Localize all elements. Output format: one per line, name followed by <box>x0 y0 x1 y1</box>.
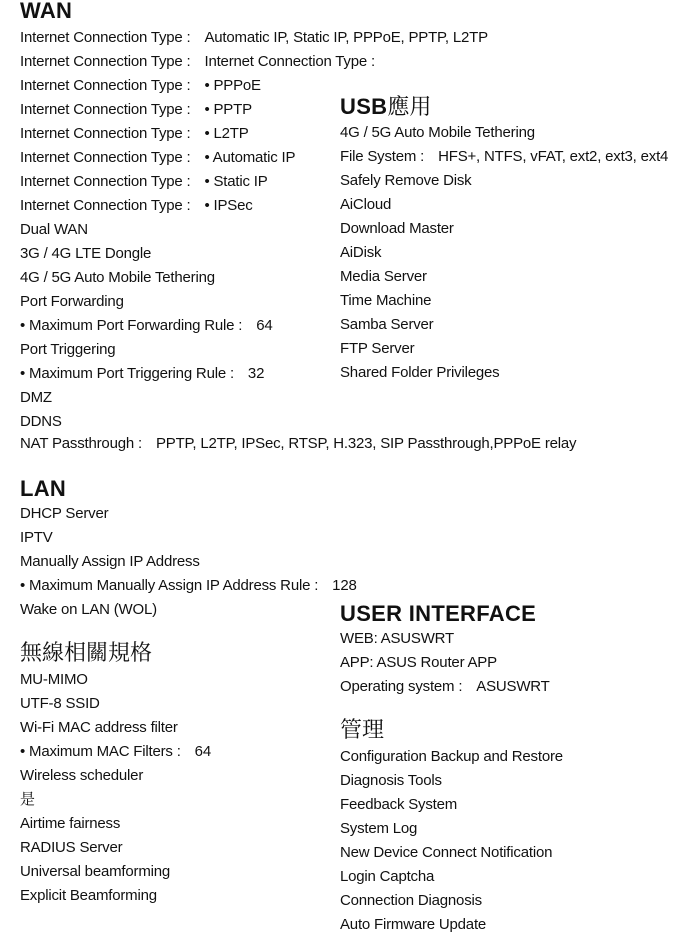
spec-label: Internet Connection Type : <box>20 101 191 118</box>
spec-label: Samba Server <box>340 316 434 333</box>
nat-passthrough-value: PPTP, L2TP, IPSec, RTSP, H.323, SIP Passthrough,PPPoE relay <box>155 435 577 452</box>
spec-row <box>340 193 668 217</box>
lan-section <box>20 476 357 622</box>
spec-row <box>340 361 668 385</box>
spec-label: File System : <box>340 148 425 165</box>
spec-label: • Maximum Manually Assign IP Address Rule : <box>20 577 319 594</box>
spec-row <box>20 764 211 788</box>
spec-label: FTP Server <box>340 340 415 357</box>
spec-label: AiCloud <box>340 196 392 213</box>
spec-row <box>20 740 211 764</box>
spec-row <box>340 745 563 769</box>
spec-label: Internet Connection Type : <box>20 53 191 70</box>
spec-label: Wake on LAN (WOL) <box>20 601 157 618</box>
spec-value: • PPPoE <box>204 77 261 94</box>
spec-row <box>20 692 211 716</box>
user-interface-section <box>340 600 550 699</box>
spec-label: Auto Firmware Update <box>340 916 487 933</box>
spec-value: ASUSWRT <box>476 678 550 695</box>
spec-label: AiDisk <box>340 244 382 261</box>
spec-row <box>340 145 668 169</box>
spec-row <box>20 410 488 434</box>
spec-label: Wireless scheduler <box>20 767 144 784</box>
spec-label: Airtime fairness <box>20 815 121 832</box>
spec-label: • Maximum MAC Filters : <box>20 743 181 760</box>
spec-label: WEB: ASUSWRT <box>340 630 455 647</box>
usb-section <box>340 93 668 385</box>
spec-label: Media Server <box>340 268 427 285</box>
spec-row <box>340 865 563 889</box>
spec-row <box>20 860 211 884</box>
spec-row <box>340 217 668 241</box>
spec-label: RADIUS Server <box>20 839 123 856</box>
spec-label: 4G / 5G Auto Mobile Tethering <box>340 124 535 141</box>
spec-row <box>340 313 668 337</box>
spec-row <box>20 716 211 740</box>
spec-value: 32 <box>247 365 265 382</box>
spec-row <box>20 574 357 598</box>
spec-label: New Device Connect Notification <box>340 844 553 861</box>
spec-label: System Log <box>340 820 418 837</box>
spec-row <box>340 817 563 841</box>
wireless-section <box>20 640 211 908</box>
spec-row <box>20 884 211 908</box>
spec-value: • Static IP <box>204 173 268 190</box>
user-interface-heading: USER INTERFACE <box>340 601 537 626</box>
spec-value: • Automatic IP <box>204 149 296 166</box>
wireless-list <box>20 668 211 908</box>
spec-label: Internet Connection Type : <box>20 149 191 166</box>
spec-label: Universal beamforming <box>20 863 171 880</box>
spec-value: 128 <box>332 577 357 594</box>
spec-label: DDNS <box>20 413 62 430</box>
spec-row <box>20 386 488 410</box>
spec-row <box>340 913 563 937</box>
spec-value: HFS+, NTFS, vFAT, ext2, ext3, ext4 <box>438 148 669 165</box>
spec-label: Explicit Beamforming <box>20 887 157 904</box>
spec-value: • L2TP <box>204 125 249 142</box>
spec-label: UTF-8 SSID <box>20 695 100 712</box>
spec-label: MU-MIMO <box>20 671 88 688</box>
spec-label: IPTV <box>20 529 53 546</box>
spec-label: Shared Folder Privileges <box>340 364 500 381</box>
spec-label: Diagnosis Tools <box>340 772 442 789</box>
spec-value: • IPSec <box>204 197 253 214</box>
spec-label: Login Captcha <box>340 868 435 885</box>
spec-label: • Maximum Port Forwarding Rule : <box>20 317 243 334</box>
spec-row <box>20 668 211 692</box>
wan-heading: WAN <box>20 0 73 23</box>
spec-label: Internet Connection Type : <box>20 77 191 94</box>
spec-row <box>20 836 211 860</box>
spec-row <box>340 651 550 675</box>
spec-row <box>340 289 668 313</box>
spec-row <box>340 241 668 265</box>
nat-passthrough-row <box>20 432 576 456</box>
spec-row <box>340 889 563 913</box>
usb-heading-en: USB <box>340 94 388 119</box>
spec-row <box>340 675 550 699</box>
spec-label: Connection Diagnosis <box>340 892 482 909</box>
spec-row <box>340 265 668 289</box>
spec-label: APP: ASUS Router APP <box>340 654 497 671</box>
spec-row <box>20 502 357 526</box>
management-section <box>340 717 563 937</box>
spec-label: Internet Connection Type : <box>20 125 191 142</box>
spec-row <box>20 26 488 50</box>
management-list <box>340 745 563 937</box>
user-interface-list <box>340 627 550 699</box>
spec-label: Internet Connection Type : <box>20 173 191 190</box>
spec-label: DHCP Server <box>20 505 109 522</box>
spec-label: Time Machine <box>340 292 432 309</box>
spec-label: Feedback System <box>340 796 458 813</box>
spec-label: Port Triggering <box>20 341 116 358</box>
spec-row <box>340 769 563 793</box>
spec-label: Dual WAN <box>20 221 88 238</box>
spec-row <box>20 598 357 622</box>
lan-list <box>20 502 357 622</box>
spec-label: Operating system : <box>340 678 463 695</box>
spec-label: Internet Connection Type : <box>20 197 191 214</box>
spec-label: Configuration Backup and Restore <box>340 748 563 765</box>
usb-list <box>340 121 668 385</box>
spec-row <box>340 841 563 865</box>
management-heading: 管理 <box>340 718 385 743</box>
spec-row <box>20 788 211 812</box>
spec-value: Internet Connection Type : <box>204 53 375 70</box>
spec-row <box>20 526 357 550</box>
spec-value: Automatic IP, Static IP, PPPoE, PPTP, L2TP <box>204 29 488 46</box>
spec-label: Safely Remove Disk <box>340 172 472 189</box>
usb-heading-cjk: 應用 <box>387 95 432 120</box>
spec-label: Manually Assign IP Address <box>20 553 200 570</box>
usb-heading <box>340 93 668 121</box>
spec-row <box>20 50 488 74</box>
spec-row <box>340 169 668 193</box>
spec-row <box>340 627 550 651</box>
spec-label: Download Master <box>340 220 454 237</box>
spec-label: Wi-Fi MAC address filter <box>20 719 178 736</box>
spec-value: • PPTP <box>204 101 252 118</box>
spec-row <box>340 121 668 145</box>
spec-label: 4G / 5G Auto Mobile Tethering <box>20 269 215 286</box>
wireless-heading: 無線相關規格 <box>20 641 153 666</box>
nat-passthrough-label: NAT Passthrough : <box>20 435 142 452</box>
spec-label: 3G / 4G LTE Dongle <box>20 245 152 262</box>
spec-value: 64 <box>256 317 273 334</box>
spec-row <box>20 550 357 574</box>
spec-value: 64 <box>194 743 211 760</box>
spec-label: • Maximum Port Triggering Rule : <box>20 365 234 382</box>
spec-label: DMZ <box>20 389 52 406</box>
spec-label: Port Forwarding <box>20 293 124 310</box>
spec-row <box>340 793 563 817</box>
spec-row <box>20 812 211 836</box>
spec-label: 是 <box>20 791 35 808</box>
spec-row <box>340 337 668 361</box>
lan-heading: LAN <box>20 476 67 501</box>
spec-label: Internet Connection Type : <box>20 29 191 46</box>
